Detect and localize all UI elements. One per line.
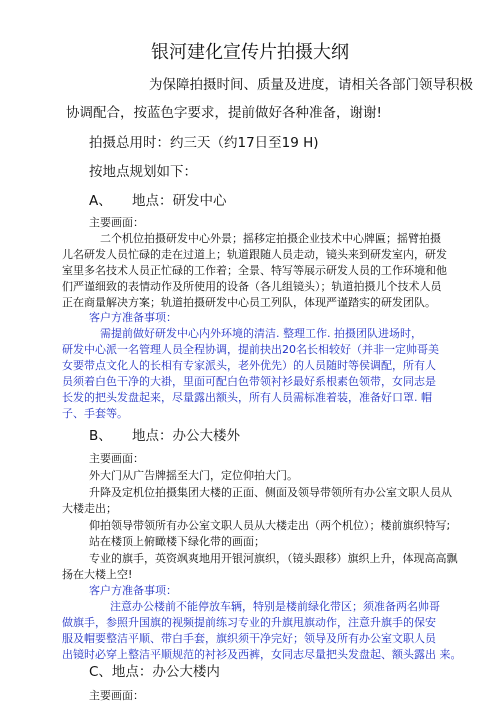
section-a-line: 们严谨细致的表情动作及所使用的设备（各儿组镜头）；轨道拍摄儿个技术人员 <box>62 280 442 293</box>
section-b-prep-label: 客户方准备事项： <box>89 584 177 597</box>
section-b-prep-line: 做旗手，参照升国旗的视频提前练习专业的升旗甩旗动作，注意升旗手的保安 <box>62 616 436 629</box>
plan-intro: 按地点规划如下： <box>89 164 197 180</box>
section-b-line: 专业的旗手，英资飒爽地用开银河旗织，（镜头跟移）旗织上升，体现高高飘 <box>89 552 458 565</box>
section-b-prep-line: 服及帽要整洁平顺、带白手套，旗织须干净完好；领导及所有办公室文职人员 <box>62 632 436 645</box>
section-a-prep-line: 长发的把头发盘起来，尽量露出额头，所有人员需标准着装，准备好口罩. 帽 <box>62 391 432 404</box>
section-b-line: 升降及定机位拍摄集团大楼的正面、侧面及领导带领所有办公室文职人员从 <box>89 486 452 499</box>
section-c-heading: C、地点：办公大楼内 <box>89 664 220 680</box>
section-a-prep-line: 子、手套等。 <box>62 407 128 420</box>
section-b-line: 扬在大楼上空! <box>62 568 133 581</box>
section-a-line: 二个机位拍摄研发中心外景；摇移定拍摄企业技术中心牌匾；摇臂拍摄 <box>100 232 441 245</box>
section-b-line: 外大门从广告牌摇至大门，定位仰拍大门。 <box>89 469 298 482</box>
section-a-line: 室里多名技术人员正忙碌的工作着；全景、特写等展示研发人员的工作环境和他 <box>62 264 447 277</box>
section-b-line: 仰拍领导带领所有办公室文职人员从大楼走出（两个机位）；楼前旗织特写; <box>89 519 451 532</box>
section-c-main-label: 主要画面： <box>89 689 144 702</box>
section-b-line: 站在楼顶上俯瞰楼下绿化带的画面； <box>89 535 265 548</box>
intro-line-1: 为保障拍摄时间、质量及进度，请相关各部门领导积极 <box>149 77 473 93</box>
section-b-line: 大楼走出； <box>62 502 117 515</box>
total-shooting-time: 拍摄总用时：约三天（约17日至19 H) <box>89 135 319 151</box>
section-b-prep-line: 注意办公楼前不能停放车辆，特别是楼前绿化带区；须准备两名帅哥 <box>110 600 440 613</box>
document-title: 银河建化宣传片拍摄大纲 <box>151 42 349 63</box>
section-b-prep-line: 出镜时必穿上整洁平顺规范的衬衫及西裤，女同志尽量把头发盘起、额头露出 来。 <box>62 648 462 661</box>
section-a-heading: A、 地点：研发中心 <box>89 193 227 209</box>
section-a-prep-line: 研发中心派一名管理人员全程协调，提前抉出20名长相较好（并非一定帅哥美 <box>62 343 439 356</box>
section-a-prep-line: 需提前做好研发中心内外环境的清洁. 整理工作. 拍摄团队进场时， <box>100 327 422 340</box>
section-a-line: 正在商量解决方案；轨道拍摄研发中心员工列队，体现严谨踏实的研发团队。 <box>62 296 436 309</box>
section-a-line: 儿名研发人员忙碌的走在过道上；轨道跟随人员走动，镜头来到研发室内，研发 <box>62 248 447 261</box>
section-b-main-label: 主要画面： <box>89 452 144 465</box>
section-a-main-label: 主要画面： <box>89 216 144 229</box>
section-b-heading: B、 地点：办公大楼外 <box>89 428 241 444</box>
intro-line-2: 协调配合，按蓝色字要求，提前做好各种准备，谢谢! <box>66 105 382 121</box>
section-a-prep-line: 女要带点文化人的长相有专家派头，老外优先）的人员随时等侯调配，所有人 <box>62 359 436 372</box>
section-a-prep-label: 客户方准备事项： <box>89 311 177 324</box>
section-a-prep-line: 员须着白色干净的大褂，里面可配白色带领衬衫最好系根素色领带，女同志是 <box>62 375 436 388</box>
